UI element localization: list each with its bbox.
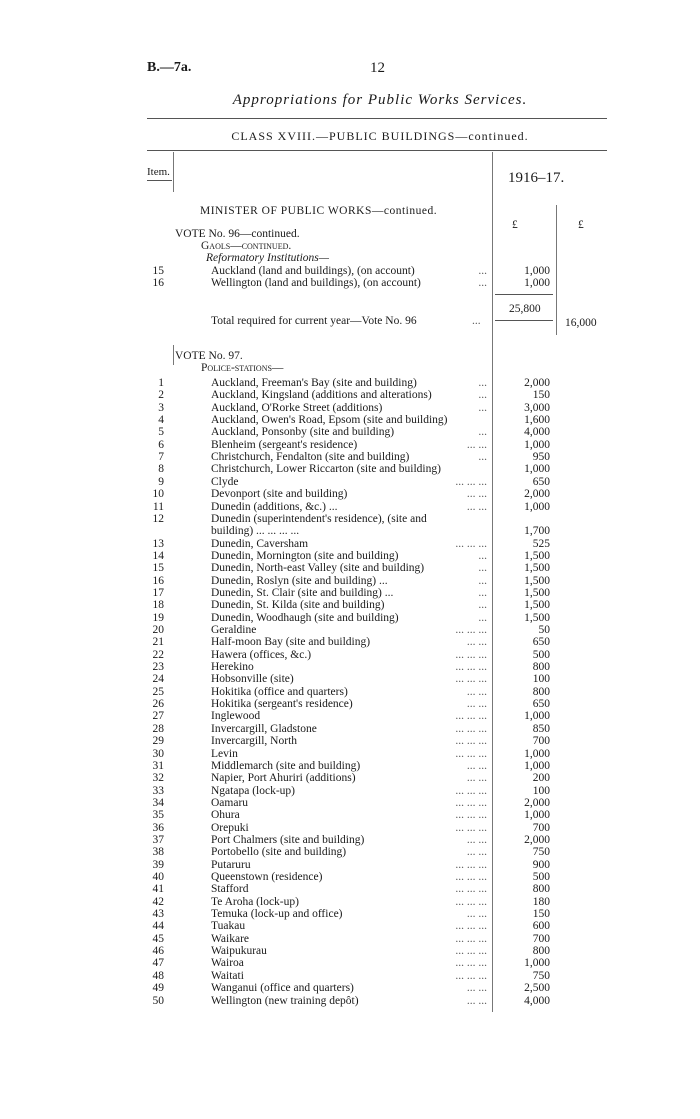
table-row xyxy=(0,772,700,783)
item-description: Wairoa xyxy=(211,957,244,970)
item-number: 3 xyxy=(158,401,164,414)
item-amount: 2,000 xyxy=(524,377,550,389)
table-row xyxy=(0,896,700,907)
item-number: 38 xyxy=(152,846,164,859)
item-description: Orepuki xyxy=(211,821,249,834)
table-row xyxy=(0,982,700,993)
leader-dots: ... ... ... xyxy=(455,809,487,822)
item-number: 35 xyxy=(152,809,164,822)
item-description: Dunedin, Caversham xyxy=(211,537,309,550)
item-amount: 850 xyxy=(532,722,550,735)
table-row xyxy=(0,587,700,598)
table-row xyxy=(0,945,700,956)
table-row xyxy=(0,389,700,400)
item-number: 2 xyxy=(158,389,164,402)
item-description: Waitati xyxy=(211,969,244,982)
item-amount: 1,000 xyxy=(524,957,550,970)
item-description: Tuakau xyxy=(211,920,246,933)
leader-dots: ... ... xyxy=(466,500,487,513)
item-description: Auckland, O'Rorke Street (additions) xyxy=(211,401,383,414)
item-number: 37 xyxy=(152,833,164,846)
item-number: 48 xyxy=(152,969,164,982)
table-row xyxy=(0,538,700,549)
item-number: 45 xyxy=(152,932,164,945)
leader-dots: ... ... ... xyxy=(455,945,487,958)
item-number: 24 xyxy=(152,673,164,686)
item-description: Auckland, Owen's Road, Epsom (site and building) xyxy=(211,414,448,427)
item-number: 21 xyxy=(152,636,164,649)
item-number: 20 xyxy=(152,624,164,636)
item-description: Hawera (offices, &c.) xyxy=(211,648,312,661)
title-rule xyxy=(147,118,607,119)
item-amount: 1,000 xyxy=(524,809,550,822)
item-amount: 1,500 xyxy=(524,562,550,575)
class-rule xyxy=(147,150,607,151)
item-amount: 1,000 xyxy=(524,710,550,723)
item-amount: 100 xyxy=(532,673,550,686)
vote96-subtotal: 25,800 xyxy=(509,303,541,315)
table-row xyxy=(0,920,700,931)
item-description: Geraldine xyxy=(211,624,257,636)
item-amount: 180 xyxy=(532,895,550,908)
vote96-total-dots: ... xyxy=(472,315,481,327)
table-row xyxy=(0,426,700,437)
item-number: 6 xyxy=(158,438,164,451)
item-amount: 800 xyxy=(532,685,550,698)
item-amount: 1,000 xyxy=(524,500,550,513)
item-number: 18 xyxy=(152,599,164,612)
item-amount: 2,500 xyxy=(524,982,550,995)
item-number: 36 xyxy=(152,821,164,834)
item-description: Dunedin, Roslyn (site and building) ... xyxy=(211,574,388,587)
table-row xyxy=(0,525,700,536)
leader-dots: ... ... ... xyxy=(455,796,487,809)
leader-dots: ... ... ... xyxy=(455,722,487,735)
leader-dots: ... ... ... xyxy=(455,624,487,636)
leader-dots: ... ... ... xyxy=(455,661,487,674)
item-number: 44 xyxy=(152,920,164,933)
item-description: Devonport (site and building) xyxy=(211,488,348,501)
item-description: building) ... ... ... ... xyxy=(211,525,300,538)
leader-dots: ... ... xyxy=(466,772,487,785)
item-description: Wellington (new training depôt) xyxy=(211,994,359,1007)
item-amount: 600 xyxy=(532,920,550,933)
item-description: Clyde xyxy=(211,475,239,488)
item-amount: 1,600 xyxy=(524,414,550,427)
subtotal-rule xyxy=(495,294,553,295)
item-number: 10 xyxy=(152,488,164,501)
item-number: 49 xyxy=(152,982,164,995)
item-amount: 50 xyxy=(538,624,550,636)
item-amount: 800 xyxy=(532,945,550,958)
vote96-total: 16,000 xyxy=(565,317,597,329)
item-amount: 650 xyxy=(532,636,550,649)
item-amount: 1,000 xyxy=(524,463,550,476)
page-title: Appropriations for Public Works Services. xyxy=(232,92,528,108)
item-amount: 4,000 xyxy=(524,426,550,439)
item-description: Auckland (land and buildings), (on account) xyxy=(211,265,415,277)
item-description: Inglewood xyxy=(211,710,261,723)
leader-dots: ... ... ... xyxy=(455,932,487,945)
item-description: Half-moon Bay (site and building) xyxy=(211,636,371,649)
item-description: Queenstown (residence) xyxy=(211,871,323,883)
leader-dots: ... xyxy=(478,426,487,439)
item-amount: 1,500 xyxy=(524,586,550,599)
item-number: 27 xyxy=(152,710,164,723)
item-number: 15 xyxy=(152,562,164,575)
item-description: Herekino xyxy=(211,661,254,674)
leader-dots: ... ... ... xyxy=(455,747,487,760)
table-row xyxy=(0,748,700,759)
leader-dots: ... ... ... xyxy=(455,920,487,933)
table-row xyxy=(0,402,700,413)
item-amount: 750 xyxy=(532,846,550,859)
leader-dots: ... ... xyxy=(466,846,487,859)
item-number: 43 xyxy=(152,908,164,921)
table-row xyxy=(0,649,700,660)
table-row xyxy=(0,760,700,771)
table-row xyxy=(0,995,700,1006)
item-description: Hokitika (sergeant's residence) xyxy=(211,698,353,711)
leader-dots: ... ... xyxy=(466,908,487,921)
table-row xyxy=(0,377,700,388)
item-description: Christchurch, Lower Riccarton (site and building) xyxy=(211,463,441,476)
table-row xyxy=(0,957,700,968)
table-row xyxy=(0,710,700,721)
item-description: Stafford xyxy=(211,883,249,896)
table-row xyxy=(0,265,700,276)
item-amount: 1,500 xyxy=(524,549,550,562)
item-number: 40 xyxy=(152,871,164,883)
item-number: 26 xyxy=(152,698,164,711)
item-amount: 500 xyxy=(532,871,550,883)
leader-dots: ... ... xyxy=(466,759,487,772)
item-description: Christchurch, Fendalton (site and building) xyxy=(211,451,410,464)
item-amount: 800 xyxy=(532,661,550,674)
item-description: Dunedin (additions, &c.) ... xyxy=(211,500,338,513)
item-amount: 1,500 xyxy=(524,599,550,612)
vote97-heading: VOTE No. 97. xyxy=(175,350,243,362)
item-description: Dunedin, Woodhaugh (site and building) xyxy=(211,611,399,624)
item-number: 7 xyxy=(158,451,164,464)
item-amount: 200 xyxy=(532,772,550,785)
item-description: Invercargill, Gladstone xyxy=(211,722,317,735)
item-amount: 650 xyxy=(532,475,550,488)
table-row xyxy=(0,673,700,684)
item-description: Waikare xyxy=(211,932,250,945)
item-description: Hokitika (office and quarters) xyxy=(211,685,348,698)
item-number: 25 xyxy=(152,685,164,698)
subtotal-rule-2 xyxy=(495,320,553,321)
leader-dots: ... ... ... xyxy=(455,895,487,908)
item-description: Napier, Port Ahuriri (additions) xyxy=(211,772,356,785)
item-number: 32 xyxy=(152,772,164,785)
leader-dots: ... ... ... xyxy=(455,673,487,686)
item-amount: 1,700 xyxy=(524,525,550,538)
item-description: Levin xyxy=(211,747,238,760)
item-amount: 4,000 xyxy=(524,994,550,1007)
item-description: Dunedin, St. Kilda (site and building) xyxy=(211,599,385,612)
document-reference: B.—7a. xyxy=(147,60,192,75)
leader-dots: ... xyxy=(478,549,487,562)
item-number: 4 xyxy=(158,414,164,427)
item-description: Wanganui (office and quarters) xyxy=(211,982,354,995)
item-description: Port Chalmers (site and building) xyxy=(211,833,365,846)
vote96-total-label: Total required for current year—Vote No. 96 xyxy=(211,315,417,327)
leader-dots: ... ... xyxy=(466,438,487,451)
leader-dots: ... xyxy=(478,574,487,587)
item-amount: 750 xyxy=(532,969,550,982)
leader-dots: ... xyxy=(478,586,487,599)
item-description: Wellington (land and buildings), (on account) xyxy=(211,277,421,290)
leader-dots: ... ... ... xyxy=(455,784,487,797)
table-row xyxy=(0,686,700,697)
table-row xyxy=(0,797,700,808)
item-amount: 1,000 xyxy=(524,265,550,277)
leader-dots: ... xyxy=(478,599,487,612)
item-number: 12 xyxy=(152,512,164,525)
table-row xyxy=(0,834,700,845)
table-row xyxy=(0,501,700,512)
item-number: 17 xyxy=(152,586,164,599)
table-row xyxy=(0,661,700,672)
item-amount: 650 xyxy=(532,698,550,711)
item-column-divider xyxy=(173,152,174,192)
item-column-divider-2 xyxy=(173,345,174,365)
item-description: Dunedin, North-east Valley (site and building) xyxy=(211,562,425,575)
item-number: 14 xyxy=(152,549,164,562)
ministry-heading: MINISTER OF PUBLIC WORKS—continued. xyxy=(200,205,438,217)
table-row xyxy=(0,698,700,709)
table-row xyxy=(0,624,700,635)
item-number: 41 xyxy=(152,883,164,896)
table-row xyxy=(0,488,700,499)
item-number: 8 xyxy=(158,463,164,476)
table-row xyxy=(0,277,700,288)
table-row xyxy=(0,562,700,573)
vote96-subsubheading: Reformatory Institutions— xyxy=(206,252,329,264)
item-amount: 2,000 xyxy=(524,833,550,846)
item-amount: 2,000 xyxy=(524,796,550,809)
page-number: 12 xyxy=(370,60,385,76)
vote96-subheading: Gaols—continued. xyxy=(201,240,292,252)
leader-dots: ... ... ... xyxy=(455,735,487,748)
item-number: 13 xyxy=(152,537,164,550)
item-description: Dunedin, St. Clair (site and building) ... xyxy=(211,586,394,599)
leader-dots: ... ... xyxy=(466,994,487,1007)
leader-dots: ... xyxy=(478,265,487,277)
item-description: Invercargill, North xyxy=(211,735,298,748)
leader-dots: ... xyxy=(478,401,487,414)
table-row xyxy=(0,636,700,647)
item-description: Auckland, Ponsonby (site and building) xyxy=(211,426,395,439)
item-amount: 700 xyxy=(532,821,550,834)
item-number: 1 xyxy=(158,377,164,389)
item-amount: 700 xyxy=(532,932,550,945)
item-description: Waipukurau xyxy=(211,945,267,958)
item-description: Dunedin, Mornington (site and building) xyxy=(211,549,399,562)
item-number: 5 xyxy=(158,426,164,439)
item-number: 16 xyxy=(152,277,164,290)
leader-dots: ... xyxy=(478,389,487,402)
item-number: 28 xyxy=(152,722,164,735)
item-description: Ohura xyxy=(211,809,240,822)
leader-dots: ... ... xyxy=(466,833,487,846)
leader-dots: ... ... ... xyxy=(455,537,487,550)
item-amount: 1,500 xyxy=(524,611,550,624)
table-row xyxy=(0,439,700,450)
leader-dots: ... ... xyxy=(466,685,487,698)
table-row xyxy=(0,612,700,623)
leader-dots: ... xyxy=(478,562,487,575)
item-amount: 1,500 xyxy=(524,574,550,587)
item-description: Temuka (lock-up and office) xyxy=(211,908,343,921)
item-amount: 3,000 xyxy=(524,401,550,414)
item-description: Ngatapa (lock-up) xyxy=(211,784,295,797)
table-row xyxy=(0,822,700,833)
table-row xyxy=(0,451,700,462)
item-description: Putaruru xyxy=(211,858,251,871)
table-row xyxy=(0,414,700,425)
item-amount: 100 xyxy=(532,784,550,797)
table-row xyxy=(0,463,700,474)
item-number: 33 xyxy=(152,784,164,797)
item-amount: 525 xyxy=(532,537,550,550)
leader-dots: ... ... ... xyxy=(455,710,487,723)
vote96-heading: VOTE No. 96—continued. xyxy=(175,228,300,240)
table-row xyxy=(0,883,700,894)
item-number: 39 xyxy=(152,858,164,871)
item-amount: 800 xyxy=(532,883,550,896)
leader-dots: ... ... ... xyxy=(455,475,487,488)
leader-dots: ... xyxy=(478,451,487,464)
table-row xyxy=(0,859,700,870)
table-row xyxy=(0,970,700,981)
item-description: Hobsonville (site) xyxy=(211,673,294,686)
item-number: 47 xyxy=(152,957,164,970)
item-amount: 150 xyxy=(532,389,550,402)
currency-symbol-total: £ xyxy=(578,219,584,231)
table-row xyxy=(0,785,700,796)
leader-dots: ... xyxy=(478,277,487,290)
leader-dots: ... ... ... xyxy=(455,957,487,970)
vote97-subheading: Police-stations— xyxy=(201,362,284,374)
table-row xyxy=(0,871,700,882)
item-number: 19 xyxy=(152,611,164,624)
leader-dots: ... xyxy=(478,611,487,624)
item-rule xyxy=(147,180,172,181)
item-number: 31 xyxy=(152,759,164,772)
leader-dots: ... ... xyxy=(466,488,487,501)
table-row xyxy=(0,933,700,944)
item-description: Te Aroha (lock-up) xyxy=(211,895,299,908)
class-heading: CLASS XVIII.—PUBLIC BUILDINGS—continued. xyxy=(231,129,529,143)
item-description: Auckland, Freeman's Bay (site and building) xyxy=(211,377,417,389)
table-row xyxy=(0,550,700,561)
item-description: Portobello (site and building) xyxy=(211,846,347,859)
leader-dots: ... ... ... xyxy=(455,858,487,871)
leader-dots: ... ... xyxy=(466,982,487,995)
table-row xyxy=(0,735,700,746)
item-number: 22 xyxy=(152,648,164,661)
table-row xyxy=(0,476,700,487)
item-amount: 500 xyxy=(532,648,550,661)
item-amount: 150 xyxy=(532,908,550,921)
leader-dots: ... xyxy=(478,377,487,389)
item-number: 29 xyxy=(152,735,164,748)
item-amount: 1,000 xyxy=(524,747,550,760)
leader-dots: ... ... ... xyxy=(455,883,487,896)
item-number: 23 xyxy=(152,661,164,674)
leader-dots: ... ... xyxy=(466,636,487,649)
table-row xyxy=(0,723,700,734)
item-amount: 700 xyxy=(532,735,550,748)
item-number: 42 xyxy=(152,895,164,908)
item-column-header: Item. xyxy=(147,166,170,178)
item-number: 46 xyxy=(152,945,164,958)
table-row xyxy=(0,513,700,524)
leader-dots: ... ... ... xyxy=(455,969,487,982)
leader-dots: ... ... xyxy=(466,698,487,711)
currency-symbol-amount: £ xyxy=(512,219,518,231)
table-row xyxy=(0,908,700,919)
item-amount: 900 xyxy=(532,858,550,871)
item-description: Blenheim (sergeant's residence) xyxy=(211,438,358,451)
leader-dots: ... ... ... xyxy=(455,871,487,883)
item-amount: 1,000 xyxy=(524,759,550,772)
item-description: Auckland, Kingsland (additions and alterations) xyxy=(211,389,432,402)
year-heading: 1916–17. xyxy=(508,170,565,186)
leader-dots: ... ... ... xyxy=(455,648,487,661)
leader-dots: ... ... ... xyxy=(455,821,487,834)
table-row xyxy=(0,846,700,857)
item-number: 11 xyxy=(152,500,164,513)
item-description: Middlemarch (site and building) xyxy=(211,759,361,772)
item-number: 9 xyxy=(158,475,164,488)
item-description: Oamaru xyxy=(211,796,249,809)
table-row xyxy=(0,599,700,610)
item-amount: 1,000 xyxy=(524,438,550,451)
item-amount: 2,000 xyxy=(524,488,550,501)
item-description: Dunedin (superintendent's residence), (site and xyxy=(211,512,427,525)
table-row xyxy=(0,809,700,820)
item-number: 30 xyxy=(152,747,164,760)
item-number: 50 xyxy=(152,994,164,1007)
item-amount: 1,000 xyxy=(524,277,550,290)
item-amount: 950 xyxy=(532,451,550,464)
item-number: 34 xyxy=(152,796,164,809)
item-number: 15 xyxy=(152,265,164,277)
item-number: 16 xyxy=(152,574,164,587)
table-row xyxy=(0,575,700,586)
